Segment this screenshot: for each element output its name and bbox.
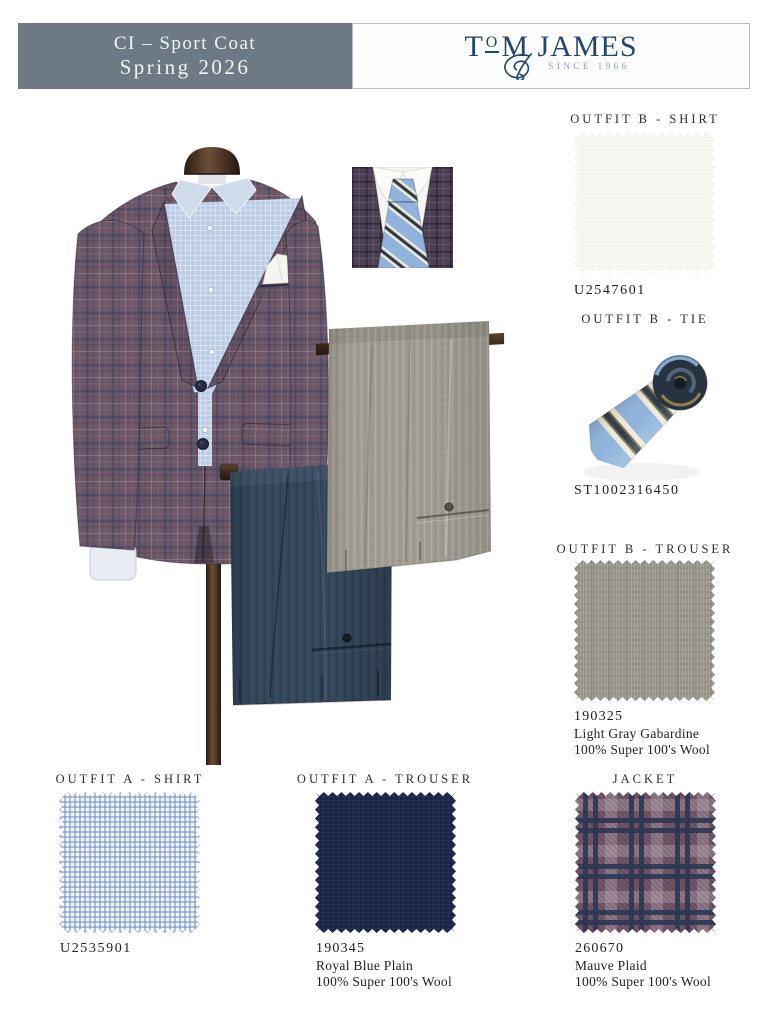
jacket-swatch: [575, 792, 716, 933]
trouser-button: [343, 634, 351, 642]
jacket-label: JACKET: [612, 772, 678, 786]
brand-logo-rest: M JAMES: [501, 29, 638, 63]
fabric-code: 190345: [316, 941, 366, 956]
sleeve-left: [72, 220, 144, 550]
tie-roll: [653, 356, 707, 410]
fabric-name: Light Gray Gabardine: [574, 725, 700, 741]
outfit-a-shirt-code: U2535901: [60, 941, 132, 956]
outfit-b-tie-label: OUTFIT B - TIE: [581, 312, 709, 326]
outfit-b-tie-code: ST1002316450: [574, 483, 680, 498]
collection-title: CI – Sport Coat: [113, 33, 257, 54]
fabric-material: 100% Super 100's Wool: [574, 742, 711, 757]
brand-banner: [352, 23, 750, 89]
outfit-a-trouser-label: OUTFIT A - TROUSER: [296, 772, 474, 786]
tie-knot-detail-photo: [352, 167, 453, 268]
brand-logo-o: O: [485, 33, 499, 51]
fabric-name: Royal Blue Plain: [316, 957, 414, 973]
fabric-code: 190325: [574, 709, 624, 724]
outfit-a-shirt-label: OUTFIT A - SHIRT: [55, 772, 205, 786]
fabric-material: 100% Super 100's Wool: [575, 974, 712, 989]
collection-season: Spring 2026: [119, 55, 251, 79]
brand-tagline: SINCE 1966: [548, 60, 630, 71]
outfit-b-trouser-label: OUTFIT B - TROUSER: [556, 542, 734, 556]
tie-photo: [567, 330, 725, 498]
collection-title-banner: [18, 23, 352, 89]
brand-sub: [502, 52, 629, 80]
outfit-a-shirt-swatch: [59, 792, 200, 933]
mannequin-head: [184, 147, 240, 184]
light-gray-trousers: [316, 321, 504, 573]
outfit-a-trouser-info: [316, 941, 452, 991]
outfit-a-trouser-swatch: [315, 792, 456, 933]
outfit-b-shirt-label: OUTFIT B - SHIRT: [570, 112, 720, 126]
outfit-b-shirt-swatch: [574, 132, 715, 273]
trouser-button: [445, 503, 453, 511]
mannequin-pole: [206, 535, 221, 765]
brand-flourish-icon: [502, 52, 540, 80]
brand-logo-t: T: [464, 29, 484, 63]
jacket-info: [575, 941, 711, 991]
fabric-code: 260670: [575, 941, 625, 956]
fabric-material: 100% Super 100's Wool: [316, 974, 453, 989]
tie-knot: [388, 179, 418, 202]
outfit-b-trouser-info: [574, 709, 710, 759]
fabric-name: Mauve Plaid: [575, 957, 647, 973]
outfit-b-trouser-swatch: [574, 560, 715, 701]
outfit-b-shirt-code: U2547601: [574, 283, 646, 298]
